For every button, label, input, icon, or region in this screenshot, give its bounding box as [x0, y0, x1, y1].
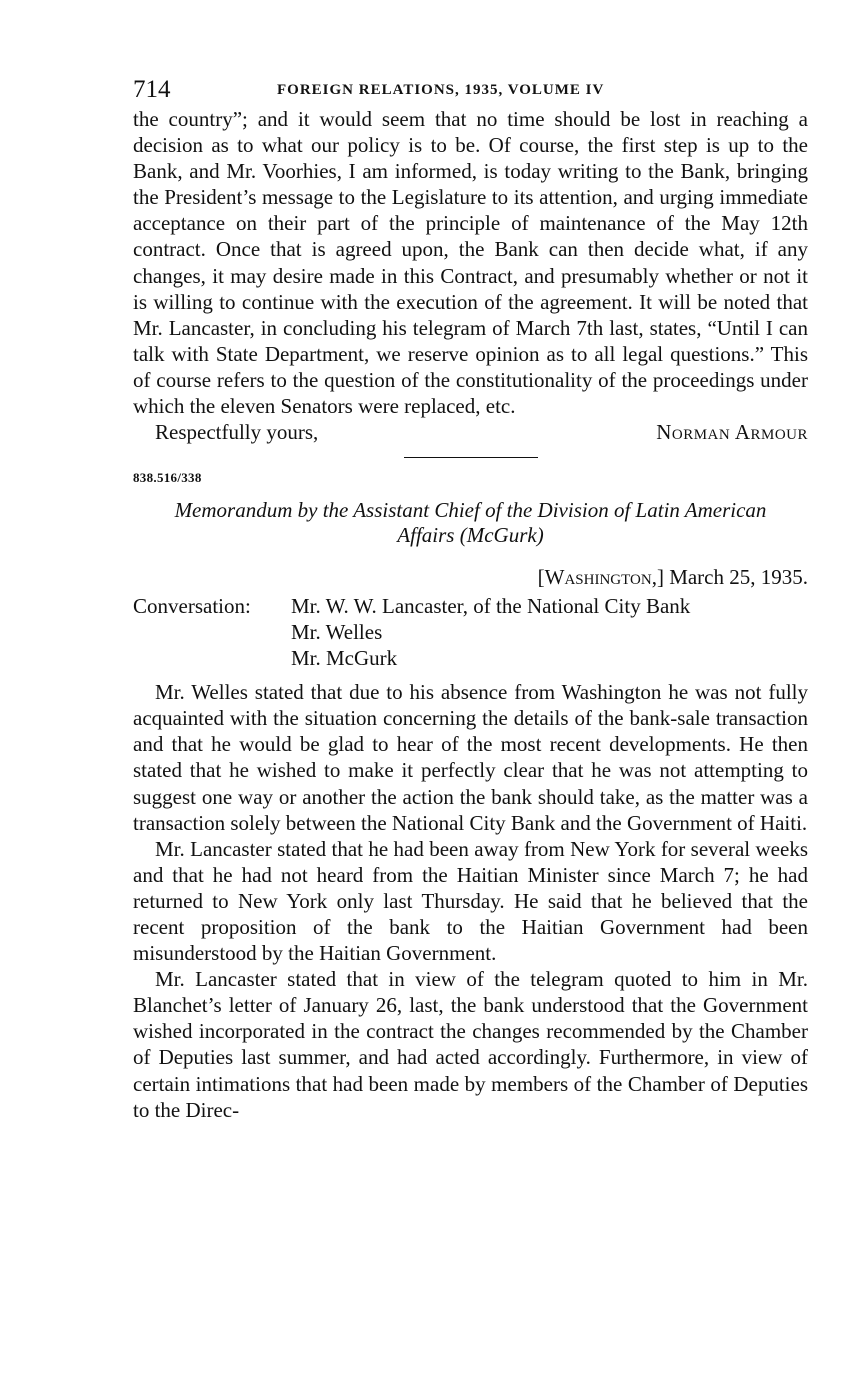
memo-title-line-1: Memorandum by the Assistant Chief of the Division of Latin American — [174, 498, 767, 523]
running-head: FOREIGN RELATIONS, 1935, VOLUME IV — [277, 82, 605, 98]
page-number: 714 — [133, 76, 171, 103]
body-paragraph: Mr. Welles stated that due to his absence from Washington he was not fully acquainted with the situation concerning the details of the bank-sale transaction and that he would be glad to hear of the most recent developments. He then stated that he wished to make it perfectly clear that he was not attempting to suggest one way or another the action the bank should take, as the matter was a transaction solely between the National City Bank and the Government of Haiti. — [133, 680, 808, 835]
dateline-place: [Washington,] — [537, 565, 664, 590]
memo-title-line-2: Affairs (McGurk) — [397, 523, 544, 548]
dateline — [133, 564, 808, 590]
salutation: Respectfully yours, — [155, 420, 319, 445]
page-header — [133, 74, 808, 106]
memo-body — [133, 679, 808, 1123]
section-divider — [404, 457, 538, 458]
participant: Mr. Welles — [291, 620, 383, 645]
conversation-label: Conversation: — [133, 594, 251, 619]
continuation-paragraph: the country”; and it would seem that no time should be lost in reaching a decision as to what our policy is to be. Of course, the first step is up to the Bank, and Mr. Voorhies, I am informed, is today writing to the Bank, bringing the President’s message to the Legislature to its attention, and urging immediate acceptance on their part of the principle of maintenance of the May 12th contract. Once that is agreed upon, the Bank can then decide what, if any changes, it may desire made in this Contract, and presumably whether or not it is willing to continue with the execution of the agreement. It will be noted that Mr. Lancaster, in concluding his telegram of March 7th last, states, “Until I can talk with State Department, we reserve opinion as to all legal questions.” This of course refers to the question of the constitutionality of the proceedings under which the eleven Senators were replaced, etc. — [133, 107, 808, 419]
document-page — [133, 74, 808, 1123]
body-paragraph: Mr. Lancaster stated that he had been away from New York for several weeks and that he had not heard from the Haitian Minister since March 7; he had returned to New York only last Thursday. He said that he believed that the recent proposition of the bank to the Haitian Government had been misunderstood by the Haitian Government. — [133, 836, 808, 966]
letter-closing — [133, 419, 808, 447]
file-number: 838.516/338 — [133, 470, 202, 486]
participant-list — [291, 593, 690, 671]
conversation-block — [133, 593, 808, 671]
body-paragraph: Mr. Lancaster stated that in view of the telegram quoted to him in Mr. Blanchet’s letter of January 26, last, the bank understood that the Government wished incorporated in the contract the changes recommended by the Chamber of Deputies last summer, and had acted accordingly. Furthermore, in view of certain intimations that had been made by members of the Chamber of Deputies to the Direc- — [133, 967, 808, 1122]
dateline-date: March 25, 1935. — [669, 565, 808, 590]
participant: Mr. W. W. Lancaster, of the National City Bank — [291, 594, 691, 619]
memo-title — [133, 498, 808, 548]
signature: Norman Armour — [656, 420, 808, 445]
participant: Mr. McGurk — [291, 646, 398, 671]
